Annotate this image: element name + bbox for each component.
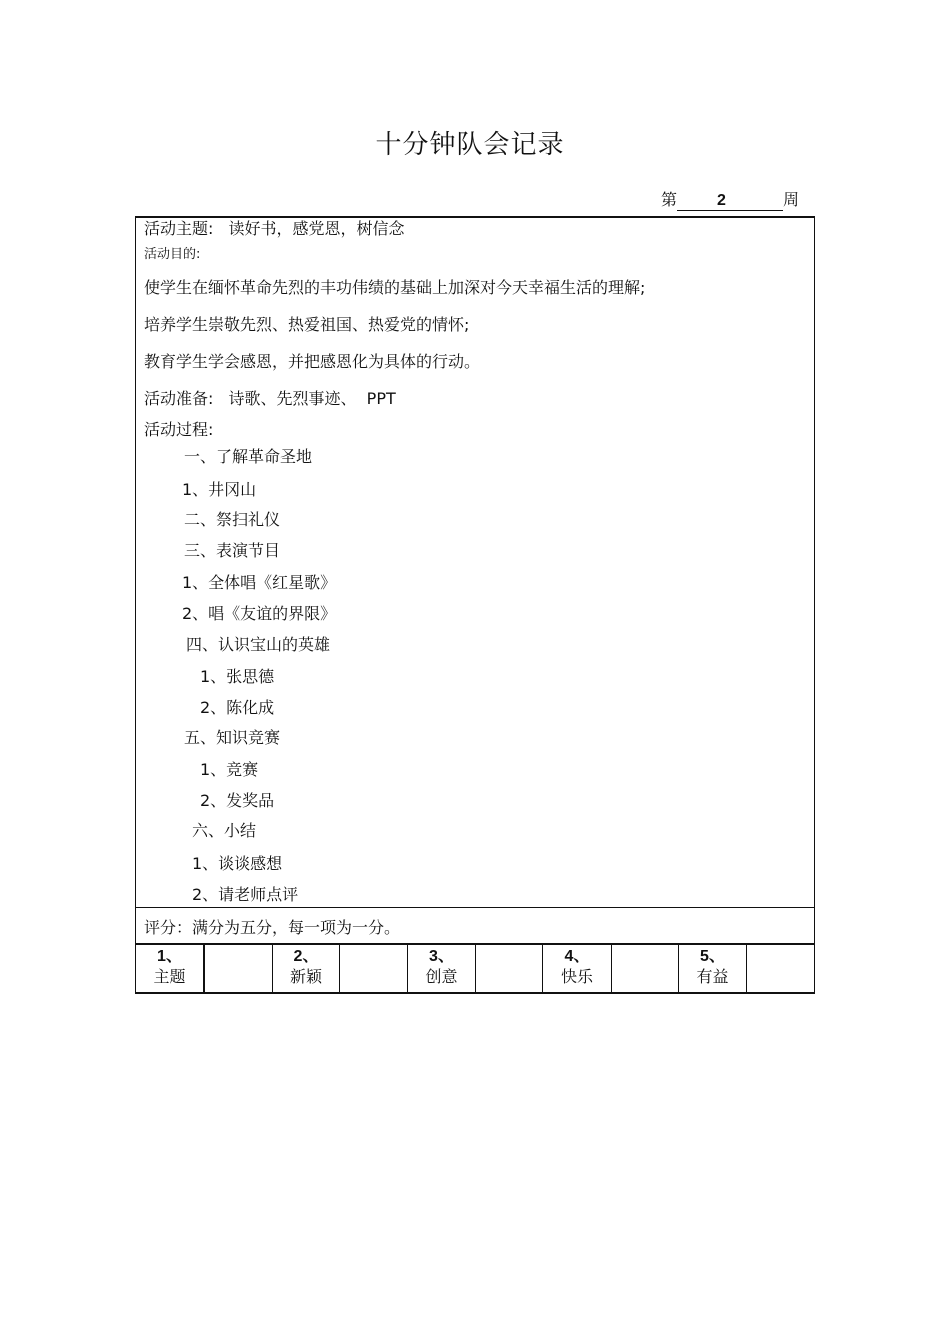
divider bbox=[136, 907, 814, 908]
preparation-row bbox=[144, 386, 396, 409]
process-step: 2、请老师点评 bbox=[192, 885, 299, 904]
criterion-label bbox=[273, 944, 340, 992]
process-step: 2、唱《友谊的界限》 bbox=[182, 604, 337, 623]
process-step: 1、井冈山 bbox=[182, 480, 257, 499]
process-label: 活动过程: bbox=[144, 420, 214, 439]
criterion-name: 有益 bbox=[696, 967, 729, 986]
process-step: 1、张思德 bbox=[200, 667, 275, 686]
criterion-name: 主题 bbox=[153, 967, 186, 986]
process-step: 一、了解革命圣地 bbox=[184, 447, 313, 466]
week-suffix: 周 bbox=[783, 190, 800, 209]
process-step: 2、陈化成 bbox=[200, 698, 275, 717]
criterion-name: 快乐 bbox=[560, 967, 593, 986]
score-table bbox=[136, 944, 814, 992]
criterion-label bbox=[679, 944, 747, 992]
purpose-label: 活动目的: bbox=[144, 247, 201, 262]
scoring-text: 评分：满分为五分，每一项为一分。 bbox=[144, 918, 401, 937]
criterion-label bbox=[408, 944, 476, 992]
week-field bbox=[661, 187, 799, 211]
week-number: 2 bbox=[677, 192, 783, 211]
week-prefix: 第 bbox=[661, 190, 678, 209]
score-cell bbox=[612, 944, 679, 992]
criterion-number: 3、 bbox=[429, 948, 454, 965]
process-step: 1、谈谈感想 bbox=[192, 854, 283, 873]
process-step: 四、认识宝山的英雄 bbox=[186, 635, 331, 654]
process-step: 三、表演节目 bbox=[184, 541, 281, 560]
criterion-label bbox=[543, 944, 612, 992]
preparation-label: 活动准备: bbox=[144, 389, 214, 408]
process-step: 1、全体唱《红星歌》 bbox=[182, 573, 337, 592]
purpose-item: 使学生在缅怀革命先烈的丰功伟绩的基础上加深对今天幸福生活的理解; bbox=[144, 278, 646, 297]
score-cell bbox=[340, 944, 408, 992]
process-step: 1、竞赛 bbox=[200, 760, 259, 779]
purpose-item: 教育学生学会感恩，并把感恩化为具体的行动。 bbox=[144, 352, 481, 371]
process-step: 六、小结 bbox=[192, 821, 257, 840]
purpose-item: 培养学生崇敬先烈、热爱祖国、热爱党的情怀; bbox=[144, 315, 470, 334]
page-title: 十分钟队会记录 bbox=[375, 130, 565, 160]
criterion-name: 新颖 bbox=[289, 967, 322, 986]
score-cell bbox=[205, 944, 273, 992]
process-step: 二、祭扫礼仪 bbox=[184, 510, 281, 529]
process-step: 2、发奖品 bbox=[200, 791, 275, 810]
criterion-number: 1、 bbox=[157, 948, 182, 965]
criterion-name: 创意 bbox=[425, 967, 458, 986]
process-step: 五、知识竞赛 bbox=[184, 728, 281, 747]
criterion-number: 5、 bbox=[700, 948, 725, 965]
theme-row bbox=[144, 216, 405, 239]
theme-label: 活动主题: bbox=[144, 219, 214, 238]
score-cell bbox=[476, 944, 543, 992]
record-form bbox=[135, 216, 815, 994]
theme-value: 读好书，感党恩，树信念 bbox=[228, 219, 405, 238]
criterion-number: 2、 bbox=[293, 948, 319, 965]
criterion-number: 4、 bbox=[564, 948, 590, 965]
score-cell bbox=[747, 944, 814, 992]
preparation-value: 诗歌、先烈事迹、 PPT bbox=[228, 389, 396, 408]
criterion-label bbox=[136, 944, 205, 992]
